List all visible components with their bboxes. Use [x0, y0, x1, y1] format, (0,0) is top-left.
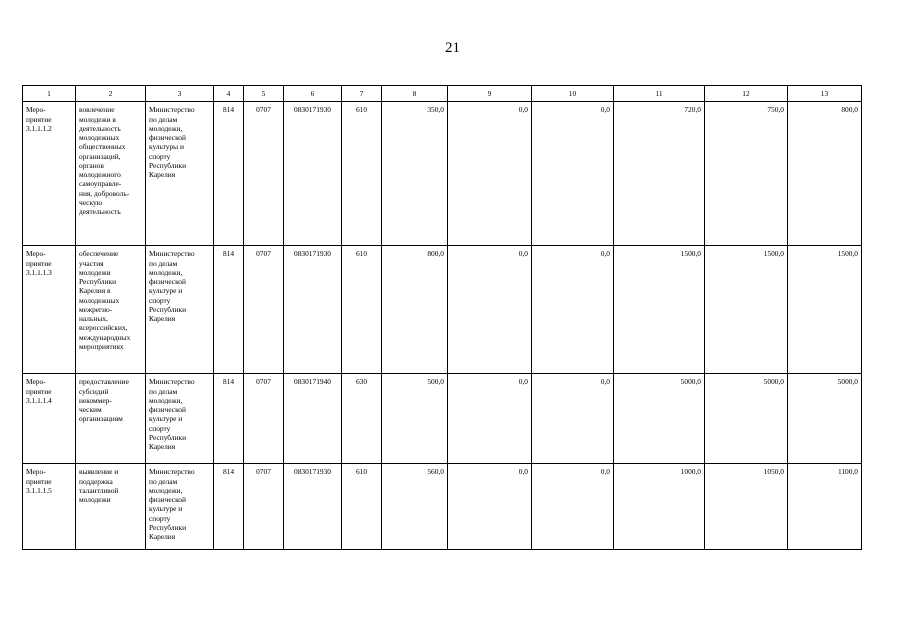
amount-cell: 0,0	[532, 464, 614, 550]
amount-cell: 350,0	[382, 102, 448, 246]
responsible-ministry: Министерство по делам молодежи, физической культуры и спорту Республики Карелия	[146, 102, 214, 246]
amount-cell: 0,0	[532, 102, 614, 246]
amount-cell: 800,0	[788, 102, 862, 246]
column-header: 13	[788, 86, 862, 102]
amount-cell: 1500,0	[705, 246, 788, 374]
event-description: выявление и поддержка талантливой молодежи	[76, 464, 146, 550]
responsible-ministry: Министерство по делам молодежи, физической культуре и спорту Республики Карелия	[146, 246, 214, 374]
column-header: 3	[146, 86, 214, 102]
amount-cell: 0,0	[532, 246, 614, 374]
table-row	[23, 102, 862, 246]
column-header: 5	[244, 86, 284, 102]
amount-cell: 0,0	[448, 246, 532, 374]
table-row	[23, 246, 862, 374]
column-header: 8	[382, 86, 448, 102]
budget-code-expense: 610	[342, 464, 382, 550]
budget-code-expense: 610	[342, 246, 382, 374]
amount-cell: 1000,0	[614, 464, 705, 550]
budget-code-target: 0830171930	[284, 102, 342, 246]
amount-cell: 1100,0	[788, 464, 862, 550]
event-description: обеспечение участия молодежи Республики Карелия в молодежных межрегио- нальных, всероссийских, международных мероприятиях	[76, 246, 146, 374]
amount-cell: 500,0	[382, 374, 448, 464]
event-number: Меро- приятие 3.1.1.1.5	[23, 464, 76, 550]
amount-cell: 1500,0	[614, 246, 705, 374]
budget-code-grbs: 814	[214, 102, 244, 246]
budget-code-target: 0830171930	[284, 246, 342, 374]
amount-cell: 1050,0	[705, 464, 788, 550]
amount-cell: 750,0	[705, 102, 788, 246]
budget-code-target: 0830171940	[284, 374, 342, 464]
column-header: 7	[342, 86, 382, 102]
responsible-ministry: Министерство по делам молодежи, физической культуре и спорту Республики Карелия	[146, 464, 214, 550]
amount-cell: 720,0	[614, 102, 705, 246]
column-header: 9	[448, 86, 532, 102]
amount-cell: 5000,0	[788, 374, 862, 464]
amount-cell: 0,0	[448, 374, 532, 464]
amount-cell: 0,0	[448, 102, 532, 246]
amount-cell: 560,0	[382, 464, 448, 550]
column-header: 2	[76, 86, 146, 102]
budget-table	[22, 85, 862, 550]
amount-cell: 5000,0	[705, 374, 788, 464]
budget-code-section: 0707	[244, 374, 284, 464]
event-description: вовлечение молодежи в деятельность молодежных общественных организаций, органов молодежного самоуправле- ния, доброволь- ческую деятельность	[76, 102, 146, 246]
column-header: 6	[284, 86, 342, 102]
column-header: 1	[23, 86, 76, 102]
event-number: Меро- приятие 3.1.1.1.2	[23, 102, 76, 246]
amount-cell: 5000,0	[614, 374, 705, 464]
column-header: 12	[705, 86, 788, 102]
event-description: предоставление субсидий некоммер- ческим организациям	[76, 374, 146, 464]
responsible-ministry: Министерство по делам молодежи, физической культуре и спорту Республики Карелия	[146, 374, 214, 464]
budget-code-section: 0707	[244, 102, 284, 246]
column-header: 4	[214, 86, 244, 102]
page-number: 21	[445, 40, 460, 56]
budget-code-expense: 610	[342, 102, 382, 246]
budget-code-grbs: 814	[214, 464, 244, 550]
column-header: 11	[614, 86, 705, 102]
event-number: Меро- приятие 3.1.1.1.4	[23, 374, 76, 464]
amount-cell: 0,0	[532, 374, 614, 464]
amount-cell: 1500,0	[788, 246, 862, 374]
table-row	[23, 374, 862, 464]
amount-cell: 800,0	[382, 246, 448, 374]
budget-code-expense: 630	[342, 374, 382, 464]
column-header: 10	[532, 86, 614, 102]
budget-code-grbs: 814	[214, 374, 244, 464]
budget-code-grbs: 814	[214, 246, 244, 374]
budget-code-target: 0830171930	[284, 464, 342, 550]
budget-code-section: 0707	[244, 246, 284, 374]
table-row	[23, 464, 862, 550]
header-row	[23, 86, 862, 102]
amount-cell: 0,0	[448, 464, 532, 550]
event-number: Меро- приятие 3.1.1.1.3	[23, 246, 76, 374]
budget-code-section: 0707	[244, 464, 284, 550]
